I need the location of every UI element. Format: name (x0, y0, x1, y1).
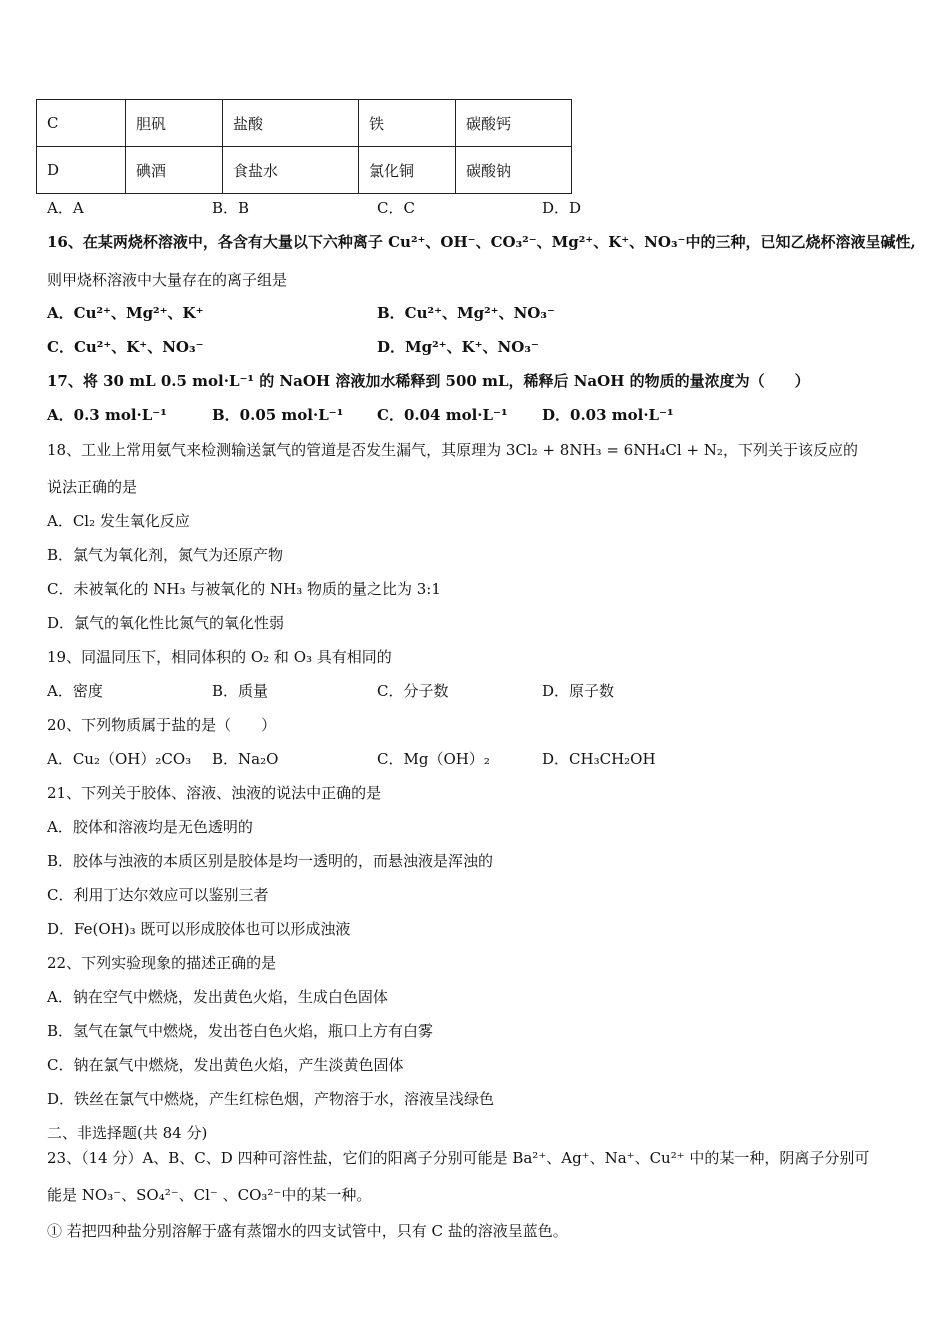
section-title: 二、非选择题(共 84 分) (47, 1124, 208, 1142)
q22-option-d[interactable]: D．铁丝在氯气中燃烧，产生红棕色烟，产物溶于水，溶液呈浅绿色 (47, 1090, 495, 1108)
q22-option-b[interactable]: B．氢气在氯气中燃烧，发出苍白色火焰，瓶口上方有白雾 (47, 1022, 434, 1040)
question-23-stem-cont: 能是 NO₃⁻、SO₄²⁻、Cl⁻ 、CO₃²⁻中的某一种。 (47, 1186, 372, 1204)
q18-option-c[interactable]: C．未被氧化的 NH₃ 与被氧化的 NH₃ 物质的量之比为 3:1 (47, 580, 441, 598)
option-a[interactable]: A．A (47, 199, 84, 217)
q20-option-b[interactable]: B．Na₂O (212, 750, 279, 768)
q16-option-d[interactable]: D．Mg²⁺、K⁺、NO₃⁻ (377, 338, 539, 356)
table-row (37, 100, 572, 147)
question-16-stem: 16、在某两烧杯溶液中，各含有大量以下六种离子 Cu²⁺、OH⁻、CO₃²⁻、Mg²⁺、K⁺、NO₃⁻中的三种，已知乙烧杯溶液呈碱性, (47, 233, 916, 251)
table-row (37, 147, 572, 194)
table-cell: 盐酸 (223, 100, 359, 147)
question-20-stem: 20、下列物质属于盐的是（ ） (47, 716, 277, 734)
question-17-stem: 17、将 30 mL 0.5 mol·L⁻¹ 的 NaOH 溶液加水稀释到 500 mL，稀释后 NaOH 的物质的量浓度为（ ） (47, 372, 810, 390)
q20-option-a[interactable]: A．Cu₂（OH）₂CO₃ (47, 750, 192, 768)
table-cell: 碳酸钙 (456, 100, 572, 147)
q19-option-d[interactable]: D．原子数 (542, 682, 615, 700)
q18-option-b[interactable]: B．氯气为氧化剂，氮气为还原产物 (47, 546, 284, 564)
q17-option-b[interactable]: B．0.05 mol·L⁻¹ (212, 406, 344, 424)
option-d[interactable]: D．D (542, 199, 582, 217)
q16-option-c[interactable]: C．Cu²⁺、K⁺、NO₃⁻ (47, 338, 204, 356)
question-23-item-1: ① 若把四种盐分别溶解于盛有蒸馏水的四支试管中，只有 C 盐的溶液呈蓝色。 (47, 1222, 568, 1240)
question-19-stem: 19、同温同压下，相同体积的 O₂ 和 O₃ 具有相同的 (47, 648, 392, 666)
question-23-stem: 23、（14 分）A、B、C、D 四种可溶性盐，它们的阳离子分别可能是 Ba²⁺、Ag⁺、Na⁺、Cu²⁺ 中的某一种，阴离子分别可 (47, 1149, 870, 1167)
q16-option-a[interactable]: A．Cu²⁺、Mg²⁺、K⁺ (47, 304, 204, 322)
question-16-stem-cont: 则甲烧杯溶液中大量存在的离子组是 (47, 271, 288, 289)
q21-option-d[interactable]: D．Fe(OH)₃ 既可以形成胶体也可以形成浊液 (47, 920, 351, 938)
table-cell: 碘酒 (126, 147, 223, 194)
q20-option-d[interactable]: D．CH₃CH₂OH (542, 750, 656, 768)
q22-option-c[interactable]: C．钠在氯气中燃烧，发出黄色火焰，产生淡黄色固体 (47, 1056, 404, 1074)
table-cell: 氯化铜 (359, 147, 456, 194)
q19-option-c[interactable]: C．分子数 (377, 682, 449, 700)
table-cell: 铁 (359, 100, 456, 147)
question-21-stem: 21、下列关于胶体、溶液、浊液的说法中正确的是 (47, 784, 382, 802)
question-18-stem: 18、工业上常用氨气来检测输送氯气的管道是否发生漏气，其原理为 3Cl₂ + 8NH₃ = 6NH₄Cl + N₂，下列关于该反应的 (47, 441, 858, 459)
answer-table (36, 99, 572, 194)
table-cell: D (37, 147, 126, 194)
q21-option-c[interactable]: C．利用丁达尔效应可以鉴别三者 (47, 886, 269, 904)
option-c[interactable]: C．C (377, 199, 415, 217)
q20-option-c[interactable]: C．Mg（OH）₂ (377, 750, 490, 768)
q21-option-b[interactable]: B．胶体与浊液的本质区别是胶体是均一透明的，而悬浊液是浑浊的 (47, 852, 494, 870)
question-18-stem-cont: 说法正确的是 (47, 478, 138, 496)
table-cell: C (37, 100, 126, 147)
table-cell: 碳酸钠 (456, 147, 572, 194)
q18-option-d[interactable]: D．氯气的氧化性比氮气的氧化性弱 (47, 614, 285, 632)
q22-option-a[interactable]: A．钠在空气中燃烧，发出黄色火焰，生成白色固体 (47, 988, 388, 1006)
question-22-stem: 22、下列实验现象的描述正确的是 (47, 954, 277, 972)
table-cell: 食盐水 (223, 147, 359, 194)
table-cell: 胆矾 (126, 100, 223, 147)
q17-option-c[interactable]: C．0.04 mol·L⁻¹ (377, 406, 508, 424)
q17-option-d[interactable]: D．0.03 mol·L⁻¹ (542, 406, 674, 424)
q18-option-a[interactable]: A．Cl₂ 发生氧化反应 (47, 512, 190, 530)
q19-option-a[interactable]: A．密度 (47, 682, 103, 700)
q19-option-b[interactable]: B．质量 (212, 682, 269, 700)
q16-option-b[interactable]: B．Cu²⁺、Mg²⁺、NO₃⁻ (377, 304, 555, 322)
q17-option-a[interactable]: A．0.3 mol·L⁻¹ (47, 406, 167, 424)
option-b[interactable]: B．B (212, 199, 250, 217)
q21-option-a[interactable]: A．胶体和溶液均是无色透明的 (47, 818, 253, 836)
